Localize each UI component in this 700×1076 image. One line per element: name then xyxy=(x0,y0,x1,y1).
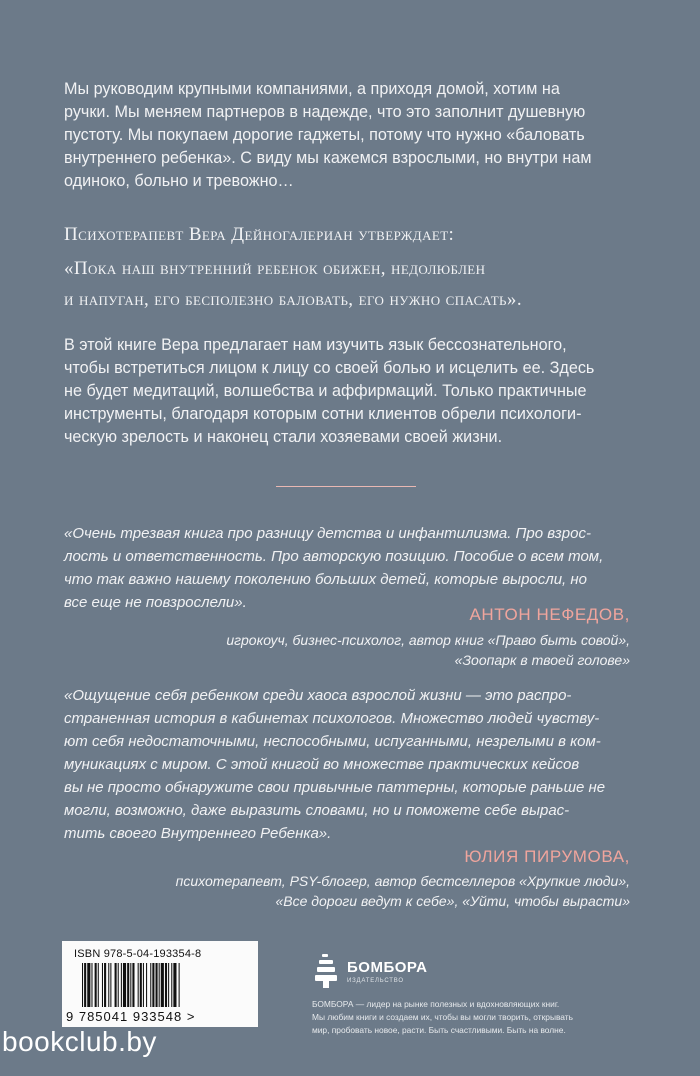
barcode-stripe xyxy=(118,963,119,1007)
review-credit-1 xyxy=(226,630,630,670)
barcode-stripe xyxy=(82,963,83,1007)
credit-line: «Зоопарк в твоей голове» xyxy=(454,652,630,668)
intro-paragraph xyxy=(64,78,648,193)
site-watermark: bookclub.by xyxy=(2,1026,157,1057)
barcode-stripe xyxy=(132,963,134,1007)
publisher-desc-line: мир, пробовать новое, расти. Быть счастливыми. Быть на волне. xyxy=(312,1025,566,1035)
text-line: чтобы встретиться лицом к лицу со своей болью и исцелить ее. Здесь xyxy=(64,359,595,377)
isbn-label: ISBN 978-5-04-193354-8 xyxy=(74,948,202,960)
barcode-stripe xyxy=(138,963,139,1007)
claim-quote-line: «Пока наш внутренний ребенок обижен, недолюблен xyxy=(64,258,486,279)
barcode-stripe xyxy=(110,963,111,1007)
review-quote-1 xyxy=(64,522,649,614)
publisher-name: БОМБОРА xyxy=(347,959,428,976)
review-line: ют себя недостаточными, неспособными, испуганными, незрелыми в ком- xyxy=(64,733,601,750)
review-credit-2 xyxy=(176,871,630,911)
text-line: пустоту. Мы покупаем дорогие гаджеты, потому что нужно «баловать xyxy=(64,126,585,144)
review-line: все еще не повзрослели». xyxy=(64,594,247,611)
publisher-subtitle: ИЗДАТЕЛЬСТВО xyxy=(347,978,404,984)
barcode-stripe xyxy=(165,963,167,1007)
text-line: ческую зрелость и наконец стали хозяевами своей жизни. xyxy=(64,428,503,446)
barcode-stripe xyxy=(150,963,151,1007)
review-line: вы не просто обнаружите свои привычные паттерны, которые раньше не xyxy=(64,779,606,796)
review-line: страненная история в кабинетах психологов. Множество людей чувству- xyxy=(64,710,600,727)
publisher-description xyxy=(312,998,642,1037)
claim-quote-line: и напуган, его бесполезно баловать, его нужно спасать». xyxy=(64,289,522,310)
barcode-stripe xyxy=(121,963,122,1007)
text-line: В этой книге Вера предлагает нам изучить язык бессознательного, xyxy=(64,336,567,354)
barcode-bars xyxy=(82,963,250,1007)
review-line: могли, возможно, даже выразить словами, но и поможете себе вырас- xyxy=(64,802,570,819)
review-line: «Очень трезвая книга про разницу детства и инфантилизма. Про взрос- xyxy=(64,525,591,542)
barcode-stripe xyxy=(171,963,172,1007)
review-line: муникациях с миром. С этой книгой во множестве практических кейсов xyxy=(64,756,580,773)
barcode-stripe xyxy=(108,963,109,1007)
publisher-desc-line: БОМБОРА — лидер на рынке полезных и вдохновляющих книг. xyxy=(312,999,560,1009)
barcode-panel xyxy=(62,941,258,1027)
barcode-stripe xyxy=(173,963,176,1007)
barcode-digits: 9 785041 933548 > xyxy=(66,1009,196,1024)
barcode-stripe xyxy=(95,963,97,1007)
review-line: «Ощущение себя ребенком среди хаоса взрослой жизни — это распро- xyxy=(64,687,572,704)
claim-intro-text: Психотерапевт Вера Дейногалериан утверждает: xyxy=(64,224,455,245)
text-line: внутреннего ребенка». С виду мы кажемся взрослыми, но внутри нам xyxy=(64,149,592,167)
barcode-stripe xyxy=(161,963,164,1007)
barcode-stripe xyxy=(140,963,142,1007)
claim-intro xyxy=(64,219,654,250)
review-line: что так важно нашему поколению больших детей, которые выросли, но xyxy=(64,571,587,588)
credit-line: игрокоуч, бизнес-психолог, автор книг «Право быть совой», xyxy=(226,632,630,648)
review-author-2: ЮЛИЯ ПИРУМОВА, xyxy=(464,847,630,866)
claim-quote xyxy=(64,253,654,315)
barcode-stripe xyxy=(152,963,154,1007)
barcode-stripe xyxy=(115,963,117,1007)
barcode-stripe xyxy=(130,963,131,1007)
barcode-stripe xyxy=(91,963,92,1007)
barcode-stripe xyxy=(156,963,158,1007)
barcode-stripe xyxy=(87,963,90,1007)
text-line: ручки. Мы меняем партнеров в надежде, что это заполнит душевную xyxy=(64,103,586,121)
barcode-stripe xyxy=(179,963,180,1007)
review-quote-2 xyxy=(64,684,649,845)
barcode-stripe xyxy=(159,963,160,1007)
text-line: одиноко, больно и тревожно… xyxy=(64,172,294,190)
review-line: лость и ответственность. Про авторскую позицию. Пособие о всем том, xyxy=(64,548,604,565)
barcode-stripe xyxy=(84,963,86,1007)
review-author-1: АНТОН НЕФЕДОВ, xyxy=(469,605,630,624)
barcode-stripe xyxy=(104,963,106,1007)
barcode-stripe xyxy=(168,963,169,1007)
barcode-stripe xyxy=(98,963,99,1007)
text-line: не будет медитаций, волшебства и аффирмаций. Только практичные xyxy=(64,382,587,400)
credit-line: «Все дороги ведут к себе», «Уйти, чтобы вырасти» xyxy=(275,893,630,909)
publisher-desc-line: Мы любим книги и создаем их, чтобы вы могли творить, открывать xyxy=(312,1012,573,1022)
text-line: Мы руководим крупными компаниями, а приходя домой, хотим на xyxy=(64,80,560,98)
barcode-stripe xyxy=(102,963,103,1007)
section-divider xyxy=(276,486,416,487)
credit-line: психотерапевт, PSY-блогер, автор бестселлеров «Хрупкие люди», xyxy=(175,873,630,889)
text-line: инструменты, благодаря которым сотни клиентов обрели психологи- xyxy=(64,405,582,423)
review-line: тить своего Внутреннего Ребенка». xyxy=(64,825,332,842)
barcode-stripe xyxy=(127,963,129,1007)
barcode-stripe xyxy=(123,963,126,1007)
barcode-stripe xyxy=(146,963,147,1007)
barcode-stripe xyxy=(143,963,144,1007)
book-paragraph xyxy=(64,334,648,449)
